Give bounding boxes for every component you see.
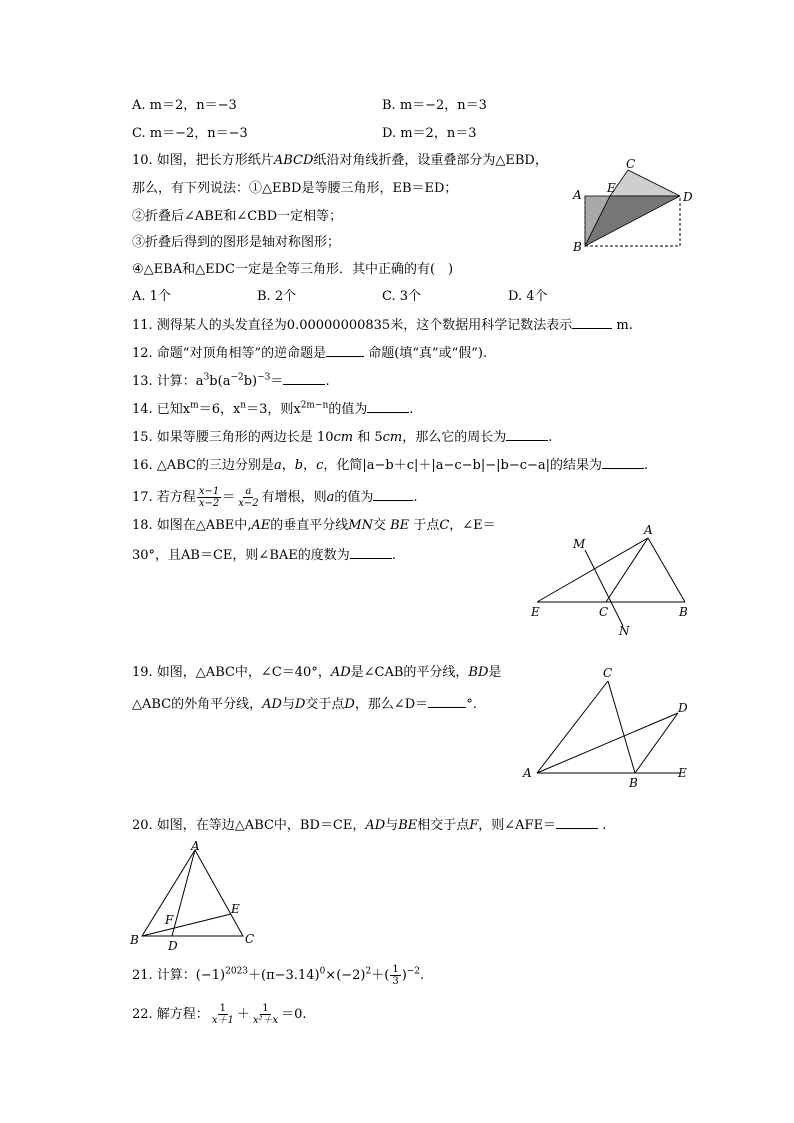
q18-label-b: B [679,605,688,619]
q12-text-rest: 命题(填“真”或“假”). [368,346,488,361]
q13-c: b) [243,374,258,389]
q18-text-mid2: 交 [372,518,386,533]
q10-line-3: ②折叠后∠ABE和∠CBD一定相等； [132,209,343,224]
q16-text: 16. △ABC的三边分别是 [132,458,274,473]
q20-label-a: A [191,839,200,853]
q18-label-n: N [619,624,630,638]
q15-unit-1: cm [333,430,354,445]
q14-text-post: 的值为 [328,402,368,417]
q10-label-a: A [573,188,582,202]
answer-blank[interactable] [556,816,598,829]
answer-blank[interactable] [428,695,466,708]
q20-seg-be: BE [398,818,418,833]
q20-label-b: B [130,933,139,947]
q18-text-2: 30°，且AB＝CE，则∠BAE的度数为 [132,548,350,563]
q18-line-2: 30°，且AB＝CE，则∠BAE的度数为 . [132,548,396,563]
q19-text-2-mid: 与 [281,697,295,712]
q16-var-a: a [273,458,282,473]
q17-line: 17. 若方程 $\frac{x-1}{x-2}$ ＝ $\frac{a}{x-2}$ 有增根，则a的值为 . [132,486,418,509]
q19-label-a: A [523,766,532,780]
q19-text-2-post: ，那么∠D＝ [354,697,429,712]
q19-label-b: B [629,776,638,790]
q13-line: 13. 计算：$a^3b(a^{-2}b)^{-3}=$ . [132,372,330,389]
q10-label-b: B [573,240,582,254]
q21-denominator: 3 [392,976,399,987]
q18-text-post: ，∠E＝ [449,518,496,533]
q18-figure [525,520,700,642]
q22-text-post: ＝0. [281,1007,307,1022]
q18-label-e: E [531,605,540,619]
q20-point-f: F [469,818,479,833]
q13-b: b(a [209,374,231,389]
q22-line [132,1003,307,1026]
q17-text: 17. 若方程 [132,490,196,505]
q10-text: 10. 如图，把长方形纸片 [132,153,274,168]
q18-label-m: M [573,537,586,551]
q18-seg-ae: AE [251,518,271,533]
q17-text-post: 的值为 [334,490,374,505]
q22-text: 22. 解方程： [132,1007,209,1022]
q15-and: 和 5 [353,430,383,445]
q21-text-mid2: ×(−2) [325,968,366,983]
q16-line: 16. △ABC的三边分别是a，b，c，化简|a−b＋c|＋|a−c−b|−|b−c−a|的结果为 . [132,458,649,473]
q11-line [132,316,633,335]
answer-blank[interactable] [506,428,548,441]
q15-text-post: ，那么它的周长为 [402,430,507,445]
q18-text-mid3: 于点 [413,518,440,533]
q10-label-c: C [626,157,636,171]
q10-option-c: C. 3个 [382,289,422,304]
q14-exp-m: m [190,400,199,411]
q17-denominator-1: x−2 [198,498,220,509]
q15-line: 15. 如果等腰三角形的两边长是 10cm 和 5cm，那么它的周长为 . [132,430,553,445]
q22-numerator-1: 1 [219,1003,226,1014]
q10-line-4: ③折叠后得到的图形是轴对称图形； [132,235,341,250]
q19-seg-ad: AD [330,665,351,680]
q19-point-d: D [294,697,306,712]
q20-text-mid: 与 [385,818,399,833]
q21-text-mid: ＋(π−3.14) [248,968,320,983]
q10-text-rest: 纸沿对角线折叠，设重叠部分为△EBD， [313,153,548,168]
q17-text-mid: 有增根，则 [261,490,327,505]
q11-text: 11. 测得某人的头发直径为0.00000000835米，这个数据用科学记数法表示 [132,318,573,333]
q14-line: 14. 已知$x^m=6$，$x^n=3$，则$x^{2m-n}$的值为 . [132,400,414,417]
q18-line-mn: MN [348,518,373,533]
q18-text: 18. 如图在△ABE中, [132,518,252,533]
q17-fraction-2 [236,486,260,509]
answer-blank[interactable] [373,488,413,501]
q21-line [132,964,424,987]
q13-text: 13. 计算：a [132,374,204,389]
q13-exp-1: 3 [203,372,210,383]
q18-label-c: C [599,605,609,619]
q21-text-mid3: ＋( [371,968,390,983]
q21-text-post: . [420,968,425,983]
q17-denominator-2: x−2 [238,498,259,509]
q20-figure [125,838,265,953]
q19-figure [515,663,700,793]
q19-text: 19. 如图，△ABC中，∠C＝40°， [132,665,331,680]
q19-seg-bd: BD [468,665,489,680]
q10-option-a: A. 1个 [132,289,171,304]
q9-option-b: B. m＝−2，n＝3 [382,98,487,113]
q19-label-d: D [678,701,688,715]
q17-numerator-2: a [245,486,252,497]
q18-seg-be: BE [390,518,410,533]
q21-exp-2: 0 [319,966,326,977]
q22-denominator-1: x＋1 [211,1015,234,1026]
q10-option-b: B. 2个 [257,289,297,304]
q20-text-post: ，则∠AFE＝ [478,818,557,833]
q22-denominator-2: x²＋x [252,1015,279,1026]
q19-degree: °. [466,697,477,712]
q14-exp-n: n [240,400,247,411]
q9-option-a: A. m＝2，n＝−3 [132,98,237,113]
answer-blank[interactable] [350,546,392,559]
q19-line-1 [132,664,501,682]
q10-label-e: E [607,181,616,195]
answer-blank[interactable] [326,344,364,357]
q21-exp-4: −2 [406,966,421,977]
q12-line [132,344,487,363]
q20-seg-ad: AD [365,818,386,833]
q19-label-c: C [603,666,613,680]
q17-var-a: a [326,490,335,505]
q10-line-5: ④△EBA和△EDC一定是全等三角形．其中正确的有( ) [132,262,454,277]
q13-exp-3: −3 [257,372,271,383]
q21-text: 21. 计算：(−1) [132,968,226,983]
q21-close: ) [401,968,407,983]
q20-line: 20. 如图，在等边△ABC中，BD＝CE，AD与BE相交于点F，则∠AFE＝ . [132,818,607,833]
q19-seg-ad-2: AD [262,697,282,712]
q18-line-1 [132,517,496,535]
q20-text: 20. 如图，在等边△ABC中，BD＝CE， [132,818,366,833]
q18-text-mid: 的垂直平分线 [270,518,349,533]
q11-unit: m. [616,318,633,333]
q21-exp-1: 2023 [225,966,249,977]
q22-fraction-2 [251,1003,280,1026]
q14-text-mid: ＝6，x [198,402,241,417]
q18-point-c: C [439,518,450,533]
q10-option-d: D. 4个 [508,289,548,304]
q17-eq: ＝ [222,490,236,505]
q15-text: 15. 如果等腰三角形的两边长是 10 [132,430,334,445]
q17-fraction-1 [197,486,221,509]
q13-exp-2: −2 [230,372,244,383]
q15-unit-2: cm [382,430,403,445]
q16-var-c: c [316,458,324,473]
answer-blank[interactable] [367,400,409,413]
q14-text: 14. 已知x [132,402,191,417]
q22-numerator-2: 1 [262,1003,269,1014]
q20-text-mid2: 相交于点 [417,818,470,833]
q19-text-2-mid2: 交于点 [305,697,345,712]
q19-label-e: E [678,766,687,780]
q9-option-d: D. m＝2，n＝3 [382,126,477,141]
q22-plus: ＋ [236,1007,250,1022]
q10-label-d: D [683,190,693,204]
q10-line-1 [132,152,548,170]
answer-blank[interactable] [572,316,612,329]
q22-fraction-1 [210,1003,236,1026]
q20-label-f: F [165,913,174,927]
q17-numerator-1: x−1 [198,486,220,497]
q21-exp-3: 2 [365,966,372,977]
q16-var-b: b [294,458,304,473]
q21-fraction [390,964,400,987]
q21-numerator: 1 [392,964,399,975]
q14-text-mid2: ＝3，则x [246,402,301,417]
answer-blank[interactable] [602,456,644,469]
q20-label-d: D [168,939,178,953]
q19-line-2 [132,695,477,714]
q20-label-c: C [245,932,255,946]
q9-option-c: C. m＝−2，n＝−3 [132,126,248,141]
q19-text-post: 是 [488,665,502,680]
q12-text: 12. 命题“对顶角相等”的逆命题是 [132,346,327,361]
answer-blank[interactable] [283,372,325,385]
q10-figure [565,152,700,257]
q10-line-2: 那么，有下列说法：①△EBD是等腰三角形，EB＝ED； [132,181,458,196]
q16-text-post: ，化简|a−b＋c|＋|a−c−b|−|b−c−a|的结果为 [323,458,603,473]
q19-text-2: △ABC的外角平分线， [132,697,263,712]
q14-exp: 2m−n [300,400,329,411]
q13-eq: ＝ [270,374,284,389]
q10-rect-name: ABCD [273,153,314,168]
q19-point-d-2: D [344,697,355,712]
q19-text-mid: 是∠CAB的平分线， [350,665,469,680]
q18-label-a: A [644,523,653,537]
q20-label-e: E [231,902,240,916]
